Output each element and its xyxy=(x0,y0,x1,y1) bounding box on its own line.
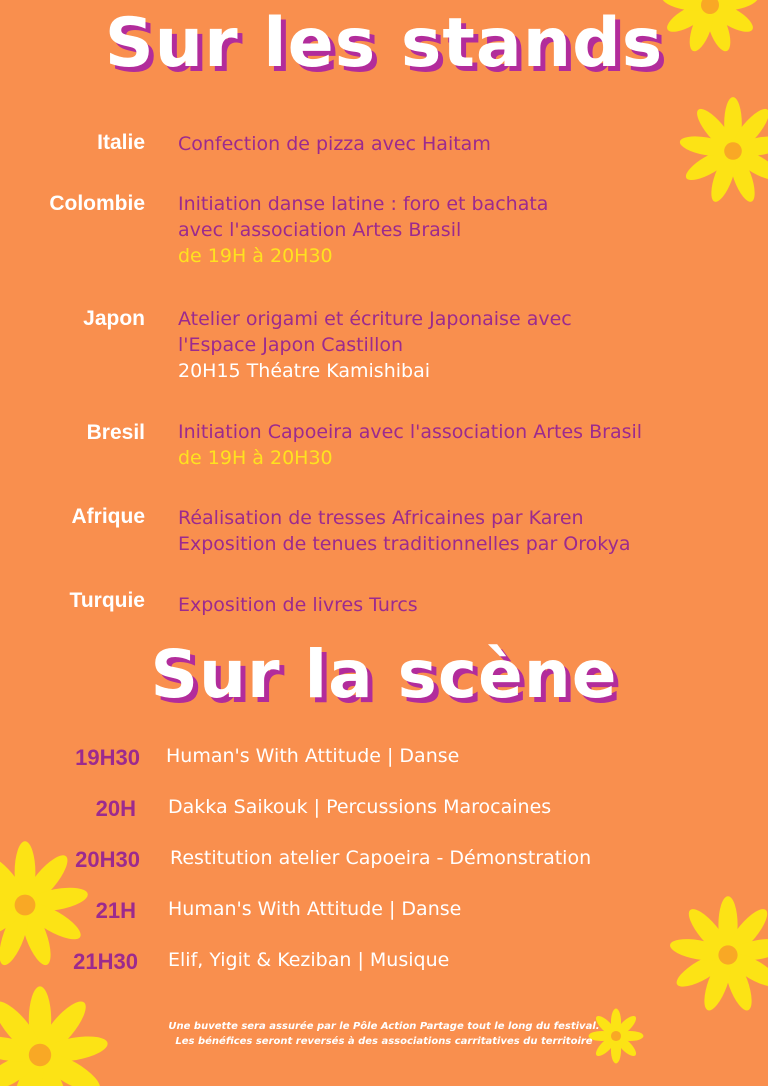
scene-act: Dakka Saikouk | Percussions Marocaines xyxy=(168,796,552,818)
scene-act: Human's With Attitude | Danse xyxy=(166,745,460,767)
scene-time: 20H30 xyxy=(75,847,140,872)
flower-icon xyxy=(668,895,768,1015)
stand-line: Initiation danse latine : foro et bachata xyxy=(178,193,549,215)
stand-country: Colombie xyxy=(49,192,145,215)
scene-time: 21H30 xyxy=(73,949,138,974)
stand-country: Italie xyxy=(97,131,145,154)
scene-act: Elif, Yigit & Keziban | Musique xyxy=(168,949,450,971)
scene-time: 20H xyxy=(95,796,136,821)
stand-time: 20H15 Théatre Kamishibai xyxy=(178,360,430,382)
stand-description xyxy=(178,191,548,269)
scene-title: Sur la scène xyxy=(150,636,618,713)
flower-icon xyxy=(678,96,768,206)
stand-description xyxy=(178,419,642,471)
stand-time: de 19H à 20H30 xyxy=(178,447,333,469)
footer-line: Les bénéfices seront reversés à des associations carritatives du territoire xyxy=(175,1036,593,1047)
stand-line: avec l'association Artes Brasil xyxy=(178,219,462,241)
stand-time: de 19H à 20H30 xyxy=(178,245,333,267)
stand-description xyxy=(178,131,491,157)
scene-time: 19H30 xyxy=(75,745,140,770)
stand-line: Initiation Capoeira avec l'association Artes Brasil xyxy=(178,421,643,443)
stand-country: Turquie xyxy=(69,589,145,612)
stands-title: Sur les stands xyxy=(104,4,664,83)
footer-line: Une buvette sera assurée par le Pôle Action Partage tout le long du festival. xyxy=(168,1021,600,1032)
stand-line: Exposition de livres Turcs xyxy=(178,594,418,616)
scene-time: 21H xyxy=(95,898,136,923)
stand-country: Afrique xyxy=(71,505,145,528)
stand-country: Bresil xyxy=(86,421,145,444)
stand-description xyxy=(178,306,572,384)
stand-line: Réalisation de tresses Africaines par Karen xyxy=(178,507,584,529)
footer-note xyxy=(0,1019,768,1049)
scene-act: Restitution atelier Capoeira - Démonstration xyxy=(170,847,592,869)
stand-description xyxy=(178,592,418,618)
stand-country: Japon xyxy=(83,307,145,330)
stand-line: Exposition de tenues traditionnelles par Orokya xyxy=(178,533,631,555)
stand-line: Atelier origami et écriture Japonaise avec xyxy=(178,308,572,330)
stand-line: Confection de pizza avec Haitam xyxy=(178,133,491,155)
stand-line: l'Espace Japon Castillon xyxy=(178,334,404,356)
scene-act: Human's With Attitude | Danse xyxy=(168,898,462,920)
stand-description xyxy=(178,505,630,557)
